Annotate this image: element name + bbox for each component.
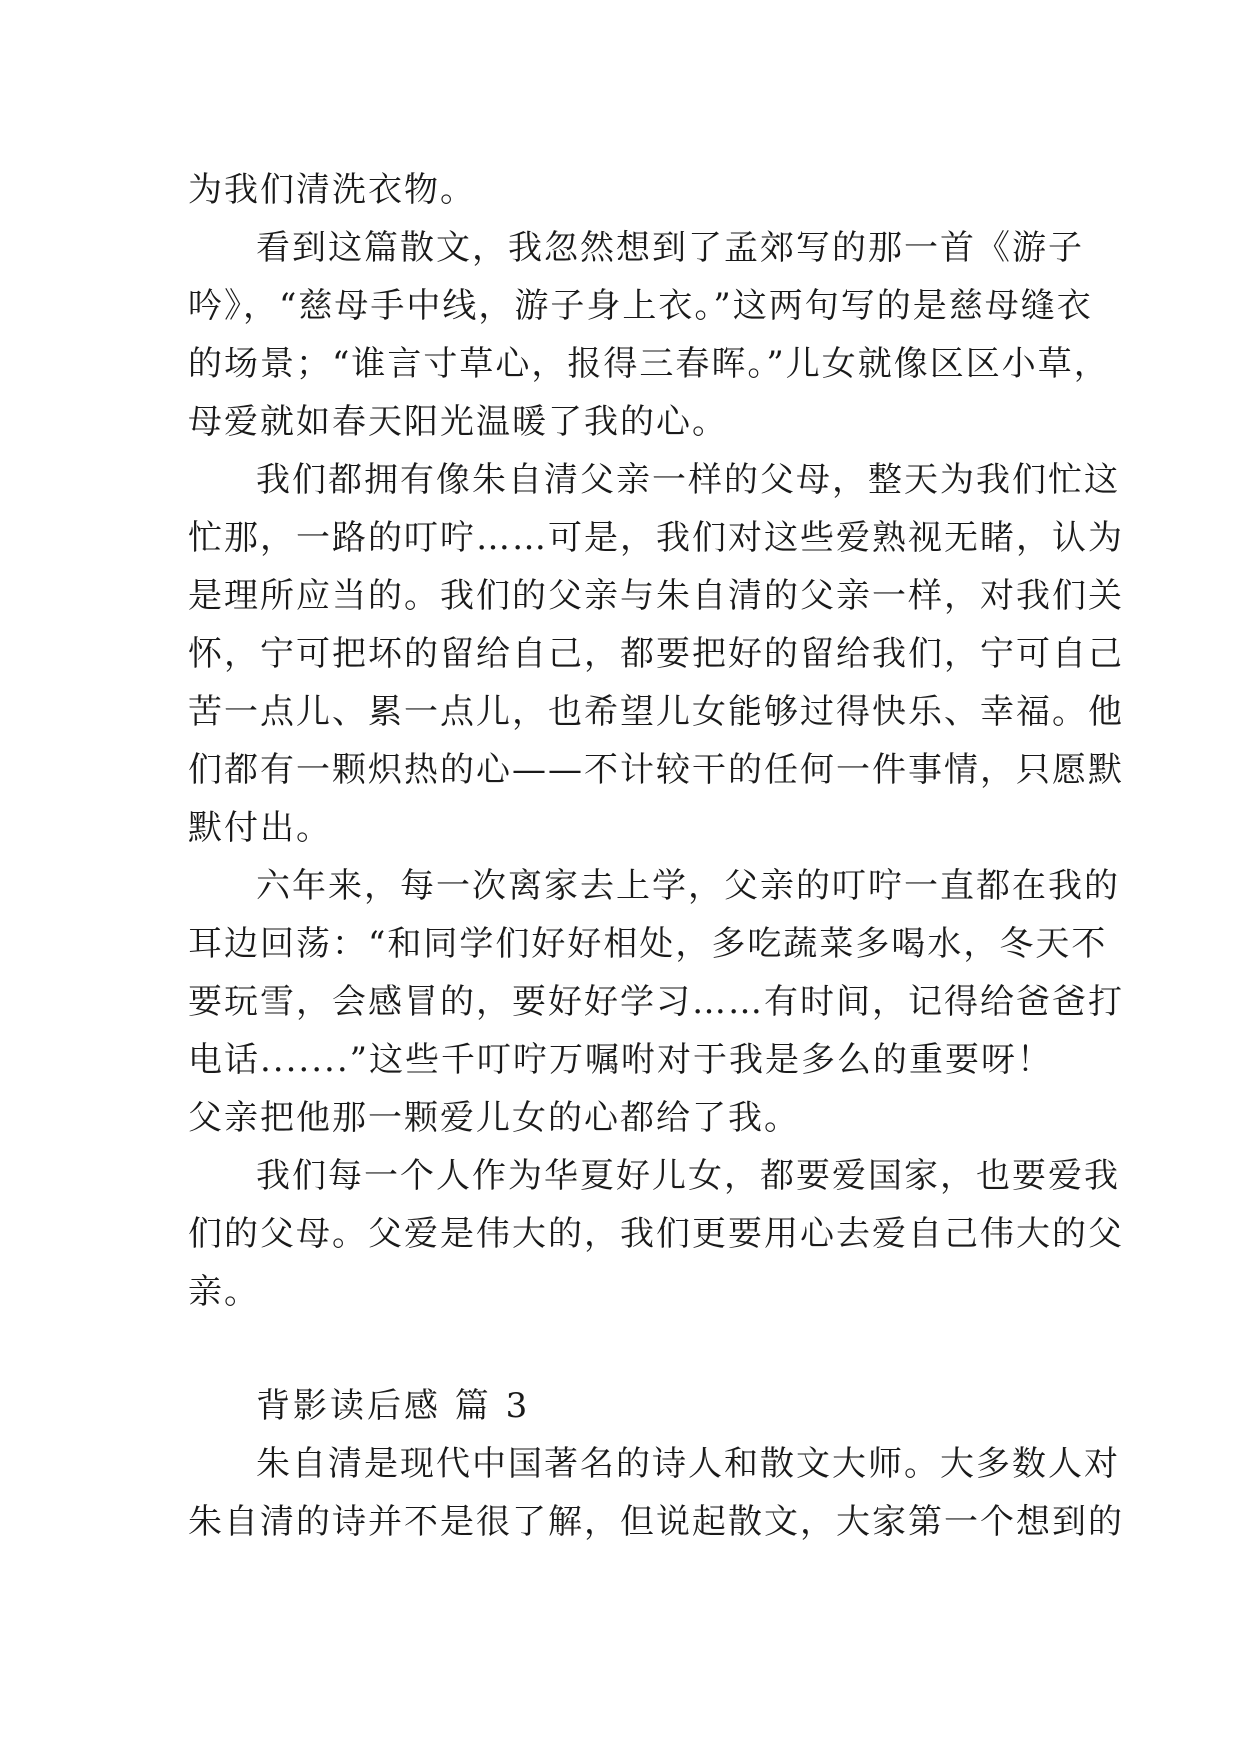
text-line: 忙那，一路的叮咛……可是，我们对这些爱熟视无睹，认为 xyxy=(188,518,1124,558)
text-line: 们的父母。父爱是伟大的，我们更要用心去爱自己伟大的父 xyxy=(188,1214,1124,1254)
text-line: 电话.......”这些千叮咛万嘱咐对于我是多么的重要呀！ xyxy=(188,1040,1054,1080)
paragraph-first-line: 我们都拥有像朱自清父亲一样的父母，整天为我们忙这 xyxy=(256,460,1120,500)
text-line: 的场景；“谁言寸草心，报得三春晖。”儿女就像区区小草， xyxy=(188,344,1110,384)
text-line: 怀，宁可把坏的留给自己，都要把好的留给我们，宁可自己 xyxy=(188,634,1124,674)
section-heading: 背影读后感 篇 3 xyxy=(256,1386,531,1426)
text-line: 母爱就如春天阳光温暖了我的心。 xyxy=(188,402,728,442)
text-line: 是理所应当的。我们的父亲与朱自清的父亲一样，对我们关 xyxy=(188,576,1124,616)
text-line: 亲。 xyxy=(188,1272,260,1312)
text-line: 默付出。 xyxy=(188,808,332,848)
paragraph-first-line: 六年来，每一次离家去上学，父亲的叮咛一直都在我的 xyxy=(256,866,1120,906)
paragraph-first-line: 朱自清是现代中国著名的诗人和散文大师。大多数人对 xyxy=(256,1444,1120,1484)
text-line: 吟》，“慈母手中线，游子身上衣。”这两句写的是慈母缝衣 xyxy=(188,286,1093,326)
paragraph-first-line: 看到这篇散文，我忽然想到了孟郊写的那一首《游子 xyxy=(256,228,1084,268)
text-line: 为我们清洗衣物。 xyxy=(188,170,476,210)
text-line: 耳边回荡：“和同学们好好相处，多吃蔬菜多喝水，冬天不 xyxy=(188,924,1108,964)
text-line: 苦一点儿、累一点儿，也希望儿女能够过得快乐、幸福。他 xyxy=(188,692,1124,732)
text-line: 朱自清的诗并不是很了解，但说起散文，大家第一个想到的 xyxy=(188,1502,1124,1542)
text-line: 要玩雪，会感冒的，要好好学习……有时间，记得给爸爸打 xyxy=(188,982,1124,1022)
text-line: 们都有一颗炽热的心——不计较干的任何一件事情，只愿默 xyxy=(188,750,1124,790)
paragraph-first-line: 我们每一个人作为华夏好儿女，都要爱国家，也要爱我 xyxy=(256,1156,1120,1196)
text-line: 父亲把他那一颗爱儿女的心都给了我。 xyxy=(188,1098,800,1138)
